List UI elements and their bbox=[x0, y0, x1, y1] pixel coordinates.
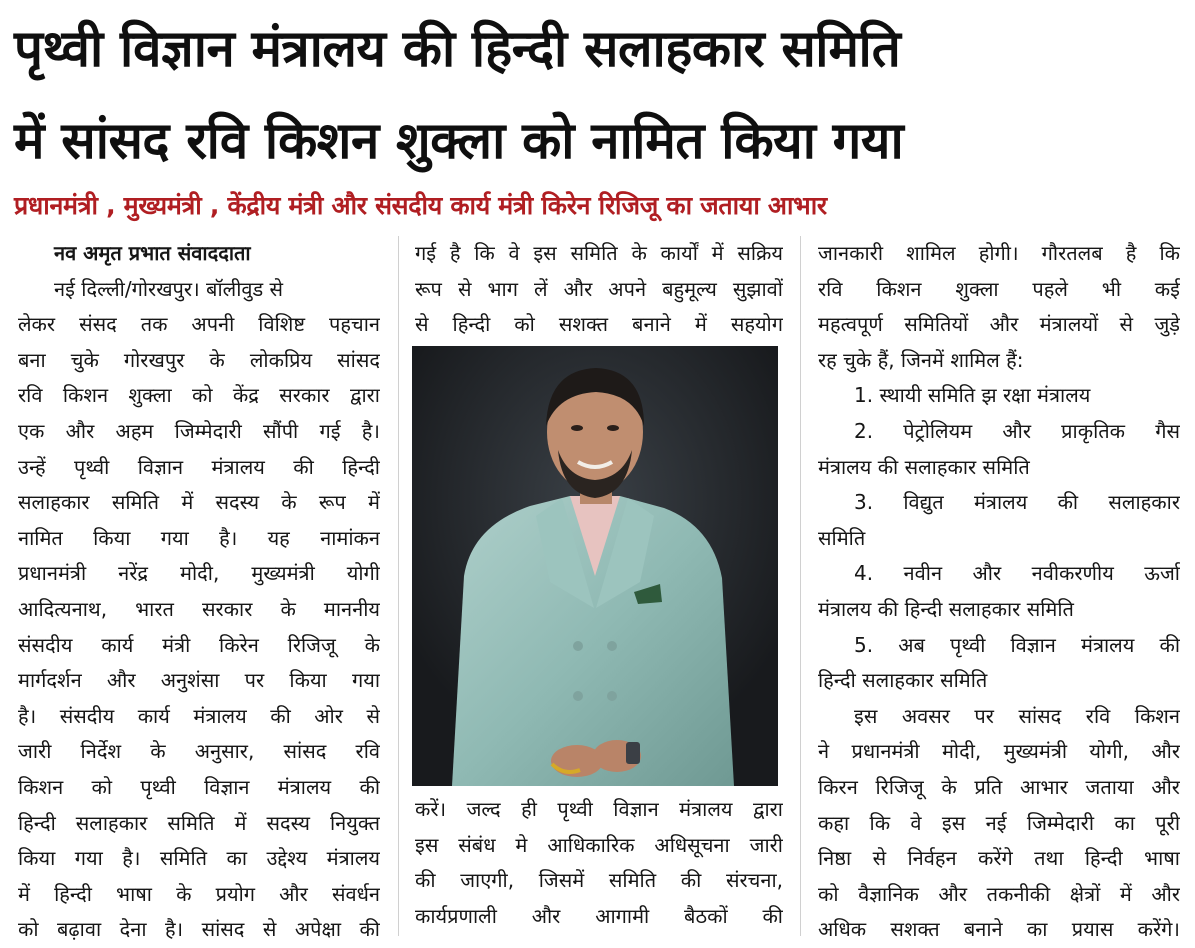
column-divider bbox=[800, 236, 801, 936]
body-line: रवि किशन शुक्ला पहले भी कई bbox=[818, 276, 1180, 301]
headline bbox=[14, 4, 1184, 188]
body-line: प्रधानमंत्री नरेंद्र मोदी, मुख्यमंत्री योगी bbox=[18, 561, 380, 586]
list-item-continued: हिन्दी सलाहकार समिति bbox=[818, 668, 988, 693]
body-line: को वैज्ञानिक और तकनीकी क्षेत्रों में और bbox=[818, 881, 1180, 906]
body-line: को बढ़ावा देना है। सांसद से अपेक्षा की bbox=[18, 917, 380, 942]
list-item: 4. नवीन और नवीकरणीय ऊर्जा bbox=[854, 561, 1180, 586]
body-line: कहा कि वे इस नई जिम्मेदारी का पूरी bbox=[818, 810, 1180, 835]
body-line: संसदीय कार्य मंत्री किरेन रिजिजू के bbox=[18, 632, 380, 657]
subheadline: प्रधानमंत्री , मुख्यमंत्री , केंद्रीय मंत्री और संसदीय कार्य मंत्री किरेन रिजिजू का जताया आभार bbox=[14, 191, 827, 220]
body-line: लेकर संसद तक अपनी विशिष्ट पहचान bbox=[18, 312, 380, 337]
body-line: जारी निर्देश के अनुसार, सांसद रवि bbox=[18, 739, 380, 764]
body-line: की जाएगी, जिसमें समिति की संरचना, bbox=[415, 868, 783, 893]
body-line: एक और अहम जिम्मेदारी सौंपी गई है। bbox=[18, 418, 380, 443]
headline-line-2: में सांसद रवि किशन शुक्ला को नामित किया गया bbox=[14, 112, 904, 171]
body-line: रह चुके हैं, जिनमें शामिल हैं: bbox=[818, 347, 1024, 372]
body-line: किरन रिजिजू के प्रति आभार जताया और bbox=[818, 774, 1180, 799]
body-line: में हिन्दी भाषा के प्रयोग और संवर्धन bbox=[18, 881, 380, 906]
body-line: महत्वपूर्ण समितियों और मंत्रालयों से जुड़े bbox=[818, 312, 1180, 337]
body-line: गई है कि वे इस समिति के कार्यों में सक्रिय bbox=[415, 241, 783, 265]
body-line: नई दिल्ली/गोरखपुर। बॉलीवुड से bbox=[54, 276, 284, 301]
column-divider bbox=[398, 236, 399, 936]
body-line: से हिन्दी को सशक्त बनाने में सहयोग bbox=[415, 312, 783, 337]
list-item-continued: समिति bbox=[818, 525, 866, 550]
body-line: निष्ठा से निर्वहन करेंगे तथा हिन्दी भाषा bbox=[818, 846, 1180, 871]
body-line: जानकारी शामिल होगी। गौरतलब है कि bbox=[818, 241, 1180, 265]
body-line: आदित्यनाथ, भारत सरकार के माननीय bbox=[18, 596, 380, 621]
body-line: कार्यप्रणाली और आगामी बैठकों की bbox=[415, 903, 783, 928]
body-line: किया गया है। समिति का उद्देश्य मंत्रालय bbox=[18, 846, 380, 871]
body-line: बना चुके गोरखपुर के लोकप्रिय सांसद bbox=[18, 347, 380, 372]
body-line: हिन्दी सलाहकार समिति में सदस्य नियुक्त bbox=[18, 810, 380, 835]
list-item: 2. पेट्रोलियम और प्राकृतिक गैस bbox=[854, 418, 1180, 443]
body-line: सलाहकार समिति में सदस्य के रूप में bbox=[18, 490, 380, 515]
list-item: 5. अब पृथ्वी विज्ञान मंत्रालय की bbox=[854, 632, 1180, 657]
body-line: है। संसदीय कार्य मंत्रालय की ओर से bbox=[18, 703, 380, 728]
body-line: नामित किया गया है। यह नामांकन bbox=[18, 525, 380, 550]
headline-line-1: पृथ्वी विज्ञान मंत्रालय की हिन्दी सलाहकार समिति bbox=[14, 20, 901, 79]
body-line: मार्गदर्शन और अनुशंसा पर किया गया bbox=[18, 668, 380, 693]
article-column-2-top bbox=[415, 236, 783, 343]
body-line: रवि किशन शुक्ला को केंद्र सरकार द्वारा bbox=[18, 383, 380, 408]
list-item-continued: मंत्रालय की हिन्दी सलाहकार समिति bbox=[818, 596, 1074, 621]
portrait-illustration bbox=[412, 346, 778, 786]
photo-ravi-kishan bbox=[412, 346, 778, 786]
list-item-continued: मंत्रालय की सलाहकार समिति bbox=[818, 454, 1030, 479]
body-line: ने प्रधानमंत्री मोदी, मुख्यमंत्री योगी, और bbox=[818, 739, 1180, 764]
body-line: उन्हें पृथ्वी विज्ञान मंत्रालय की हिन्दी bbox=[18, 454, 380, 479]
article-column-1 bbox=[18, 236, 380, 948]
body-line: किशन को पृथ्वी विज्ञान मंत्रालय की bbox=[18, 774, 380, 799]
body-line: अधिक सशक्त बनाने का प्रयास करेंगे। bbox=[818, 917, 1180, 942]
article-column-3 bbox=[818, 236, 1180, 948]
body-line: रूप से भाग लें और अपने बहुमूल्य सुझावों bbox=[415, 276, 783, 301]
body-line: करें। जल्द ही पृथ्वी विज्ञान मंत्रालय द्वारा bbox=[415, 797, 783, 821]
list-item: 3. विद्युत मंत्रालय की सलाहकार bbox=[854, 490, 1180, 515]
article-column-2-bottom bbox=[415, 792, 783, 934]
list-item: 1. स्थायी समिति झ रक्षा मंत्रालय bbox=[854, 383, 1091, 408]
body-line: इस अवसर पर सांसद रवि किशन bbox=[854, 703, 1180, 728]
byline: नव अमृत प्रभात संवाददाता bbox=[54, 241, 251, 265]
body-line: इस संबंध मे आधिकारिक अधिसूचना जारी bbox=[415, 832, 783, 857]
